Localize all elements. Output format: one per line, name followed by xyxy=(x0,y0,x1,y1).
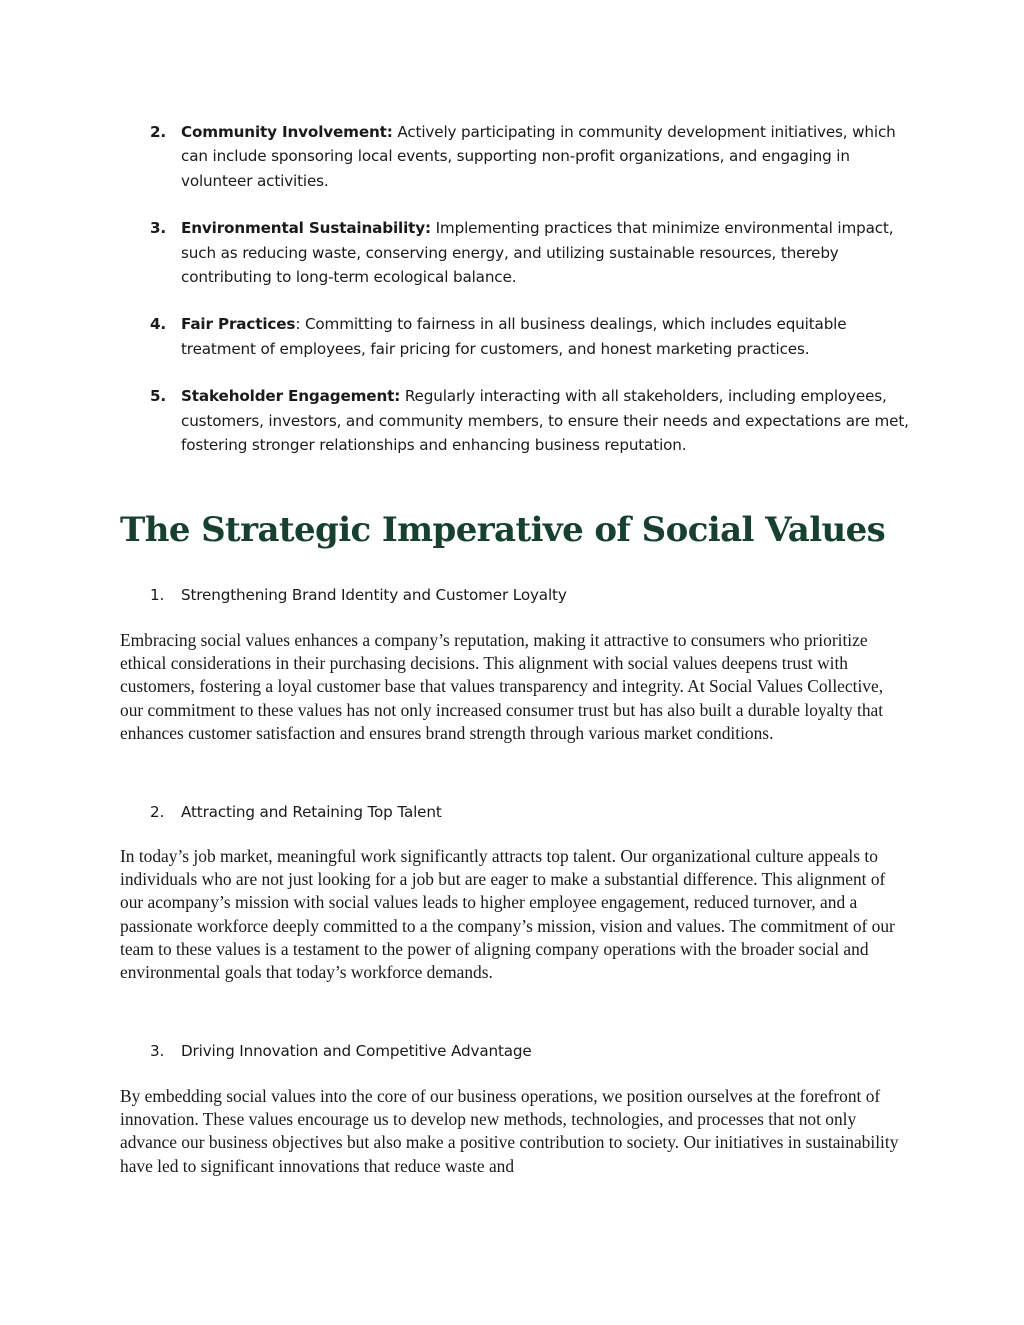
list-item-number: 4. xyxy=(150,315,167,334)
section-heading: The Strategic Imperative of Social Values xyxy=(120,510,886,550)
list-item-text: Regularly interacting with all stakeholders, including employees, customers, investors, and community members, to ensure their needs and expectations are met, fostering stronger relationships and enhancing business reputation. xyxy=(181,387,909,455)
subsection-title-brand-identity xyxy=(150,583,567,607)
list-item-text: : Committing to fairness in all business dealings, which includes equitable treatment of employees, fair pricing for customers, and honest marketing practices. xyxy=(181,315,847,358)
list-item xyxy=(150,384,910,457)
subsection-number: 2. xyxy=(150,803,165,821)
subsection-title-talent xyxy=(150,800,442,824)
list-item-term: Fair Practices xyxy=(181,315,296,334)
list-item-number: 3. xyxy=(150,219,167,238)
subsection-number: 3. xyxy=(150,1042,165,1060)
paragraph-innovation: By embedding social values into the core of our business operations, we position ourselves at the forefront of innovation. These values encourage us to develop new methods, technologies, and processes that not only advance our business objectives but also make a positive contribution to society. Our initiatives in sustainability have led to significant innovations that reduce waste and xyxy=(120,1086,899,1176)
list-item-term: Environmental Sustainability: xyxy=(181,219,431,238)
subsection-title-text: Attracting and Retaining Top Talent xyxy=(181,803,442,821)
list-item xyxy=(150,216,910,289)
values-list xyxy=(150,120,910,480)
paragraph-brand-identity: Embracing social values enhances a company’s reputation, making it attractive to consumers who prioritize ethical considerations in their purchasing decisions. This alignment with social values deepens trust with customers, fostering a loyal customer base that values transparency and integrity. At Social Values Collective, our commitment to these values has not only increased consumer trust but has also built a durable loyalty that enhances customer satisfaction and ensures brand strength through various market conditions. xyxy=(120,630,884,743)
list-item-term: Community Involvement: xyxy=(181,123,393,141)
subsection-title-innovation xyxy=(150,1039,532,1063)
list-item-number: 5. xyxy=(150,387,167,406)
list-item-text: Implementing practices that minimize environmental impact, such as reducing waste, conserving energy, and utilizing sustainable resources, thereby contributing to long-term ecological balance. xyxy=(181,219,894,287)
subsection-number: 1. xyxy=(150,586,165,604)
subsection-title-text: Strengthening Brand Identity and Customer Loyalty xyxy=(181,586,567,604)
subsection-title-text: Driving Innovation and Competitive Advantage xyxy=(181,1042,532,1060)
list-item xyxy=(150,120,910,193)
list-item-term: Stakeholder Engagement: xyxy=(181,387,401,406)
paragraph-talent: In today’s job market, meaningful work significantly attracts top talent. Our organizational culture appeals to individuals who are not just looking for a job but are eager to make a substantial difference. This alignment of our acompany’s mission with social values leads to higher employee engagement, reduced turnover, and a passionate workforce deeply committed to a the company’s mission, vision and values. The commitment of our team to these values is a testament to the power of aligning company operations with the broader social and environmental goals that today’s workforce demands. xyxy=(120,846,895,983)
list-item-number: 2. xyxy=(150,123,167,141)
list-item xyxy=(150,312,910,361)
list-item-text: Actively participating in community development initiatives, which can include sponsoring local events, supporting non-profit organizations, and engaging in volunteer activities. xyxy=(181,123,896,190)
